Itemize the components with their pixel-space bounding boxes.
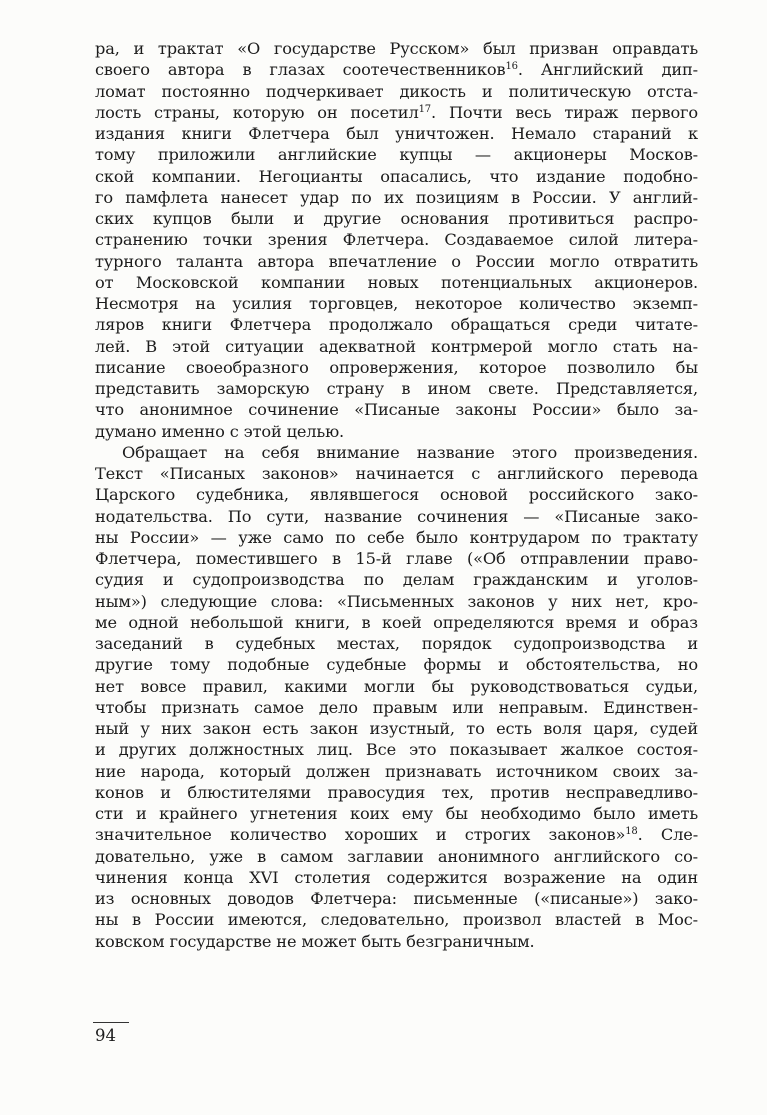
text-line: ских купцов были и другие основания противиться распро- [95,209,698,228]
text-line: от Московской компании новых потенциальных акционеров. [95,272,698,292]
text-line: Обращает на себя внимание название этого произведения. [122,442,698,462]
text-line: значительное количество хороших и строгих законов»$^{18}$. Сле- [95,825,699,845]
text-line: довательно, уже в самом заглавии анонимного английского со- [95,846,698,866]
text-line: ны России» — уже само по себе было контрударом по трактату [95,527,698,547]
text-line: ным») следующие слова: «Письменных законов у них нет, кро- [95,591,698,611]
text-line: чтобы признать самое дело правым или неправым. Единствен- [95,697,698,717]
text-line: ломат постоянно подчеркивает дикость и политическую отста- [95,81,698,101]
text-line: своего автора в глазах соотечественников$^{16}$. Английский дип- [95,60,698,80]
text-line: представить заморскую страну в ином свете. Представляется, [95,379,698,398]
text-line: ние народа, который должен признавать источником своих за- [95,761,698,781]
text-line: судия и судопроизводства по делам гражданским и уголов- [95,570,698,590]
paragraph [95,442,698,952]
text-line: тому приложили английские купцы — акционеры Москов- [95,145,698,165]
text-line: ра, и трактат «О государстве Русском» был призван оправдать [95,39,698,58]
text-line: что анонимное сочинение «Писаные законы России» было за- [95,400,698,420]
text-line: ской компании. Негоцианты опасались, что издание подобно- [95,166,698,186]
page-number-rule [93,1022,129,1023]
text-line: ковском государстве не может быть безграничным. [95,931,535,951]
text-line: ляров книги Флетчера продолжало обращаться среди читате- [95,315,698,335]
text-line: ме одной небольшой книги, в коей определяются время и образ [95,612,698,632]
text-line: ный у них закон есть закон изустный, то есть воля царя, судей [95,719,698,738]
text-line: думано именно с этой целью. [95,421,345,441]
text-line: Царского судебника, являвшегося основой российского зако- [95,485,698,505]
text-line: ны в России имеются, следовательно, произвол властей в Мос- [95,910,698,930]
text-line: го памфлета нанесет удар по их позициям в России. У англий- [95,187,698,207]
paragraph [95,38,698,442]
footnote-reference: 16 [505,61,518,73]
footnote-reference: 17 [418,103,432,115]
text-line: нет вовсе правил, какими могли бы руководствоваться судьи, [95,676,698,696]
text-line: писание своеобразного опровержения, которое позволило бы [95,357,698,377]
text-line: и других должностных лиц. Все это показывает жалкое состоя- [95,740,698,760]
text-line: лей. В этой ситуации адекватной контрмерой могло стать на- [95,336,698,356]
text-line: конов и блюстителями правосудия тех, против несправедливо- [95,782,698,802]
text-line: Флетчера, поместившего в 15-й главе («Об отправлении право- [95,549,698,568]
text-line: странению точки зрения Флетчера. Создаваемое силой литера- [95,230,698,250]
text-line: из основных доводов Флетчера: письменные («писаные») зако- [95,889,698,908]
text-line: нодательства. По сути, название сочинения — «Писаные зако- [95,506,698,526]
text-line: турного таланта автора впечатление о России могло отвратить [95,251,698,271]
footnote-reference: 18 [625,826,638,838]
document-body [95,38,698,952]
text-line: заседаний в судебных местах, порядок судопроизводства и [95,634,698,653]
text-line: Несмотря на усилия торговцев, некоторое количество экземп- [95,294,698,313]
text-line: издания книги Флетчера был уничтожен. Немало стараний к [95,124,698,143]
text-line: лость страны, которую он посетил$^{17}$. Почти весь тираж первого [95,102,698,122]
text-line: Текст «Писаных законов» начинается с английского перевода [95,464,698,483]
text-line: чинения конца XVI столетия содержится возражение на один [95,867,698,887]
page-number: 94 [95,1026,116,1045]
text-line: сти и крайнего угнетения коих ему бы необходимо было иметь [95,804,698,823]
text-line: другие тому подобные судебные формы и обстоятельства, но [95,655,698,675]
